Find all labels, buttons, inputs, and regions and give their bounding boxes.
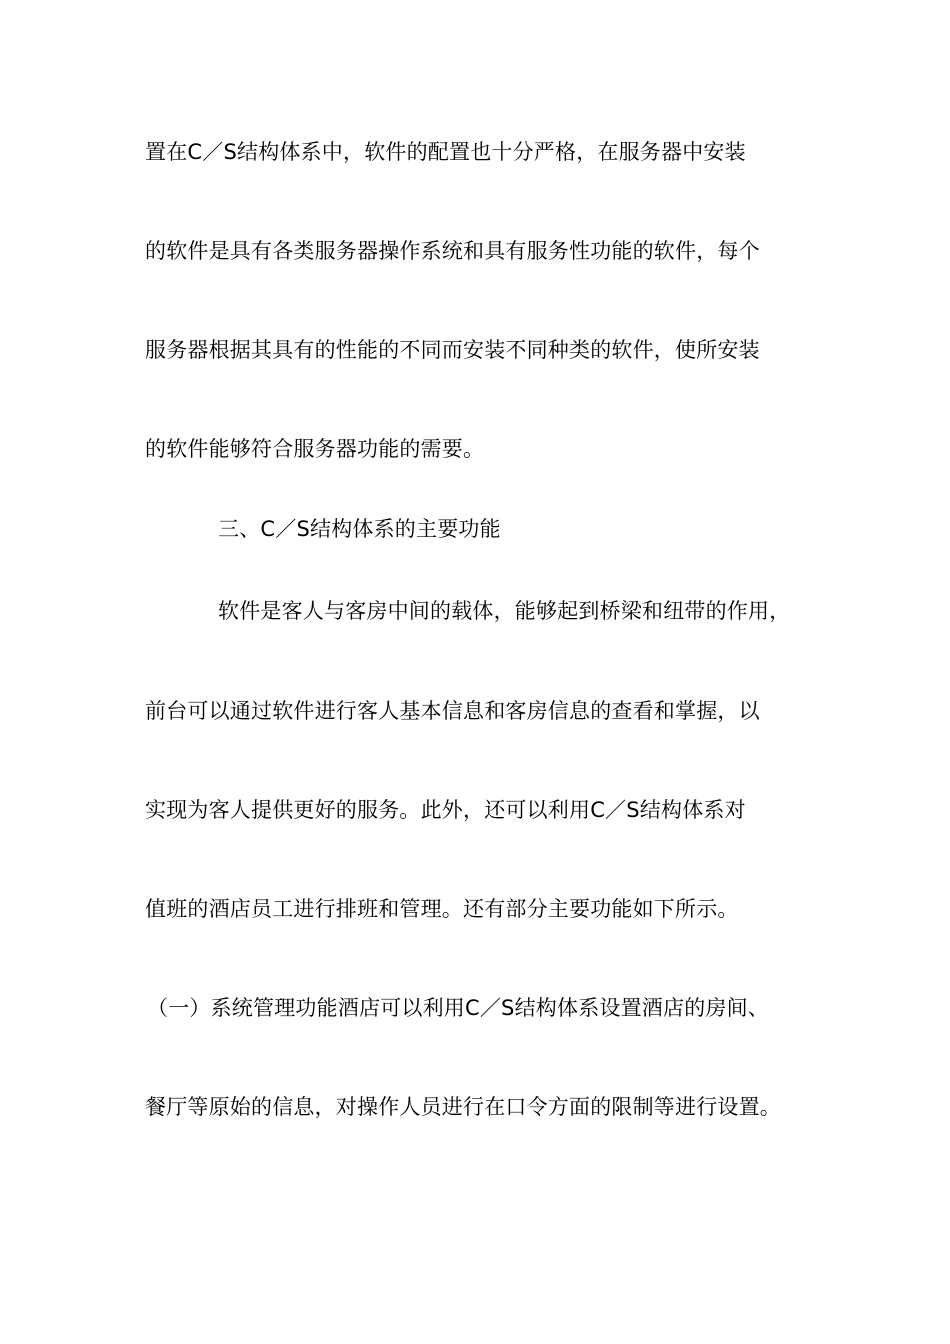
subsection-line-2: 餐厅等原始的信息，对操作人员进行在口令方面的限制等进行设置。 [145, 1095, 781, 1119]
paragraph-line-3: 服务器根据其具有的性能的不同而安装不同种类的软件，使所安装 [145, 338, 760, 362]
paragraph-line-7: 实现为客人提供更好的服务。此外，还可以利用C／S结构体系对 [145, 798, 746, 822]
section-heading: 三、C／S结构体系的主要功能 [218, 517, 501, 541]
paragraph-line-2: 的软件是具有各类服务器操作系统和具有服务性功能的软件，每个 [145, 239, 760, 263]
paragraph-line-6: 前台可以通过软件进行客人基本信息和客房信息的查看和掌握，以 [145, 699, 760, 723]
paragraph-line-1: 置在C／S结构体系中，软件的配置也十分严格，在服务器中安装 [145, 140, 746, 164]
subsection-line-1: （一）系统管理功能酒店可以利用C／S结构体系设置酒店的房间、 [147, 996, 769, 1020]
paragraph-line-5: 软件是客人与客房中间的载体，能够起到桥梁和纽带的作用， [218, 599, 791, 623]
paragraph-line-4: 的软件能够符合服务器功能的需要。 [145, 437, 485, 461]
paragraph-line-8: 值班的酒店员工进行排班和管理。还有部分主要功能如下所示。 [145, 897, 739, 921]
